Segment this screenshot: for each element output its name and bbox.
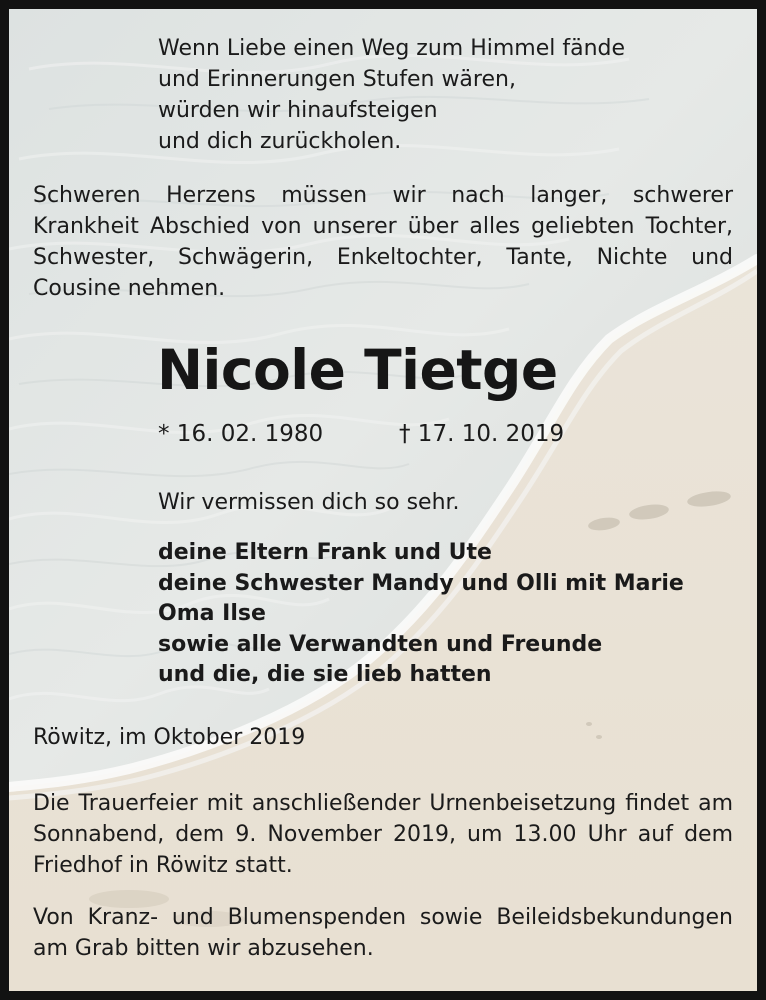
intro-paragraph: Schweren Herzens müssen wir nach langer, schwerer Krankheit Abschied von unserer über alles geliebten Tochter, Schwester, Schwägerin, Enkeltochter, Tante, Nichte und Cousine nehmen.: [33, 183, 733, 301]
mourners-list: [158, 538, 684, 691]
mourner-line: sowie alle Verwandten und Freunde: [158, 631, 603, 657]
mourner-line: und die, die sie lieb hatten: [158, 662, 492, 687]
poem-line: würden wir hinaufsteigen: [158, 98, 438, 123]
death-date: † 17. 10. 2019: [399, 421, 565, 447]
poem-line: und Erinnerungen Stufen wären,: [158, 67, 516, 92]
place-date: Röwitz, im Oktober 2019: [33, 725, 306, 750]
mourner-line: deine Eltern Frank und Ute: [158, 540, 492, 565]
mourner-line: Oma Ilse: [158, 601, 266, 626]
mourner-line: deine Schwester Mandy und Olli mit Marie: [158, 570, 684, 596]
donation-note: Von Kranz- und Blumenspenden sowie Beileidsbekundungen am Grab bitten wir abzusehen.: [33, 905, 733, 961]
poem: [158, 33, 625, 157]
miss-line: Wir vermissen dich so sehr.: [158, 490, 460, 515]
deceased-name: Nicole Tietge: [157, 338, 558, 402]
birth-date: * 16. 02. 1980: [158, 421, 324, 447]
funeral-info: Die Trauerfeier mit anschließender Urnenbeisetzung findet am Sonnabend, dem 9. November 2019, um 13.00 Uhr auf dem Friedhof in Röwitz statt.: [33, 791, 733, 878]
poem-line: Wenn Liebe einen Weg zum Himmel fände: [158, 36, 626, 61]
poem-line: und dich zurückholen.: [158, 129, 402, 154]
obituary-notice: [9, 9, 757, 991]
